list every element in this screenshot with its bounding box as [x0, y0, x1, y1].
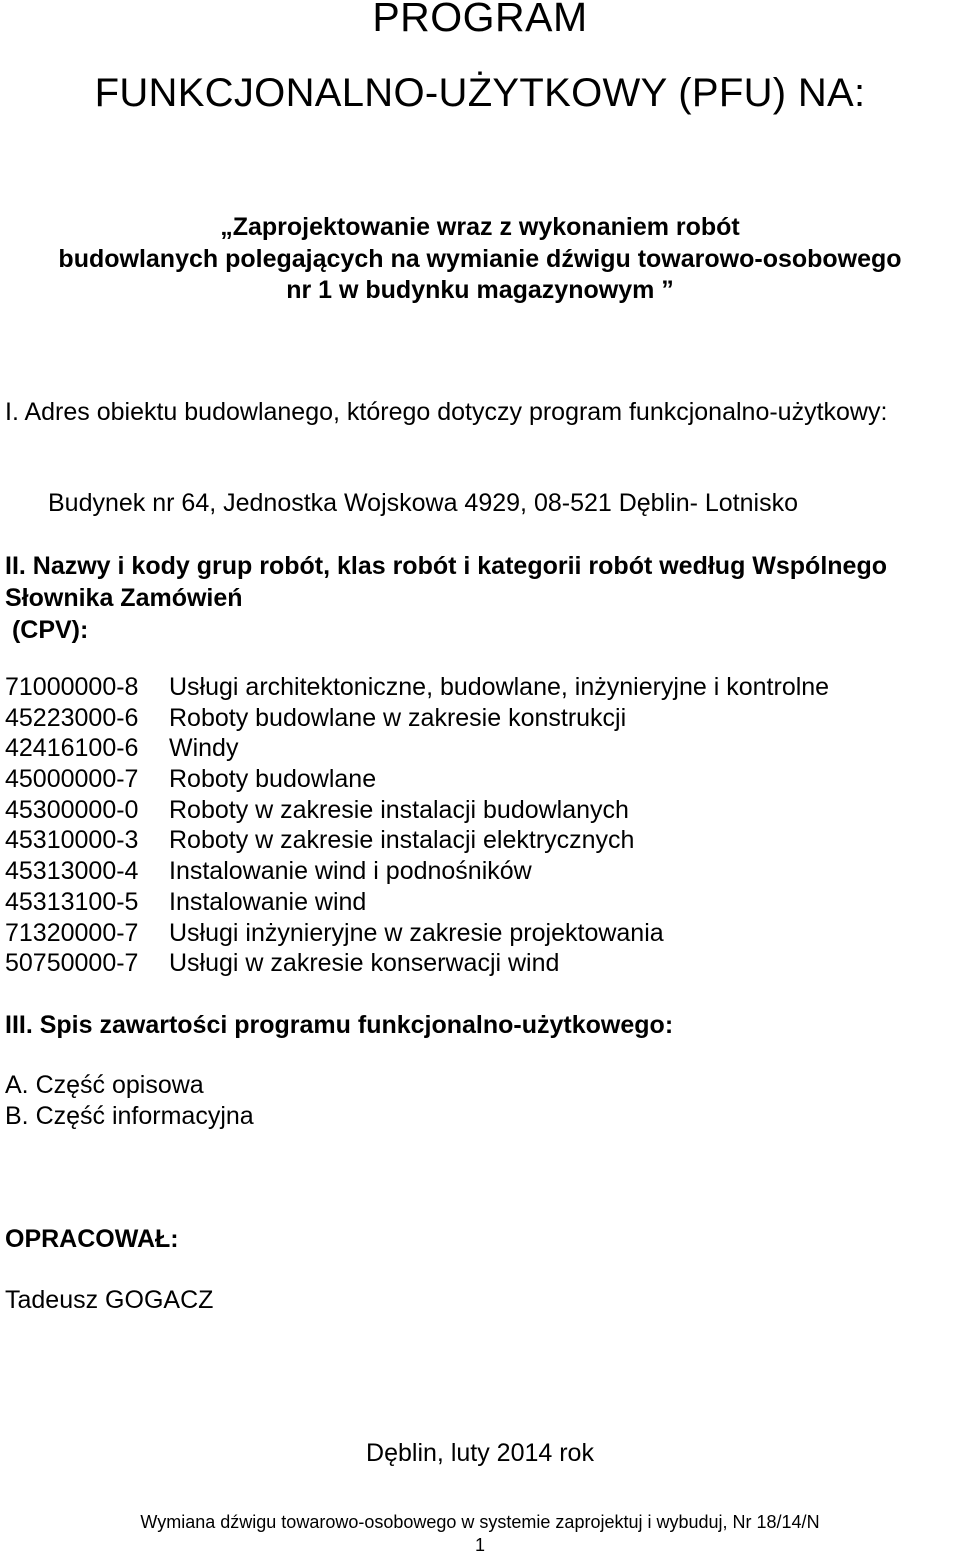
cpv-row	[5, 826, 829, 857]
cpv-name: Roboty budowlane	[169, 765, 377, 794]
section3-heading: III. Spis zawartości programu funkcjonalno-użytkowego:	[5, 1011, 674, 1039]
subject-line1: „Zaprojektowanie wraz z wykonaniem robót	[220, 213, 740, 241]
cpv-code: 45223000-6	[5, 703, 139, 732]
subject-line3: nr 1 w budynku magazynowym ”	[286, 276, 674, 304]
cpv-row	[5, 765, 829, 796]
cpv-row	[5, 734, 829, 765]
cpv-row	[5, 857, 829, 888]
subject-line2: budowlanych polegających na wymianie dźwigu towarowo-osobowego	[58, 245, 902, 273]
cpv-name: Roboty w zakresie instalacji budowlanych	[169, 795, 629, 824]
cpv-code: 45313100-5	[5, 887, 139, 916]
cpv-row	[5, 949, 829, 980]
cpv-list	[5, 673, 829, 980]
cpv-row	[5, 888, 829, 919]
page-number: 1	[474, 1535, 485, 1555]
cpv-name: Roboty budowlane w zakresie konstrukcji	[169, 703, 627, 732]
document-title-line2: FUNKCJONALNO-UŻYTKOWY (PFU) NA:	[94, 71, 866, 115]
cpv-code: 42416100-6	[5, 734, 139, 763]
cpv-row	[5, 673, 829, 704]
cpv-name: Roboty w zakresie instalacji elektrycznych	[169, 826, 635, 855]
cpv-name: Windy	[169, 734, 239, 763]
prepared-by-label: OPRACOWAŁ:	[5, 1225, 179, 1253]
cpv-name: Instalowanie wind i podnośników	[169, 857, 532, 886]
cpv-code: 45310000-3	[5, 826, 139, 855]
cpv-code: 71000000-8	[5, 673, 139, 701]
toc-item-descriptive: A. Część opisowa	[5, 1071, 204, 1099]
cpv-name: Usługi architektoniczne, budowlane, inżynieryjne i kontrolne	[169, 673, 830, 701]
cpv-name: Usługi inżynieryjne w zakresie projektowania	[169, 918, 664, 947]
prepared-by-name: Tadeusz GOGACZ	[5, 1286, 214, 1314]
page-footer: Wymiana dźwigu towarowo-osobowego w systemie zaprojektuj i wybuduj, Nr 18/14/N	[140, 1512, 820, 1532]
cpv-code: 50750000-7	[5, 949, 139, 978]
cpv-code: 71320000-7	[5, 918, 139, 947]
section2-heading-tail: (CPV):	[5, 616, 89, 644]
place-and-date: Dęblin, luty 2014 rok	[366, 1439, 594, 1467]
cpv-row	[5, 796, 829, 827]
section1-heading: I. Adres obiektu budowlanego, którego dotyczy program funkcjonalno-użytkowy:	[5, 398, 888, 426]
section2-heading	[5, 550, 955, 646]
building-address: Budynek nr 64, Jednostka Wojskowa 4929, 08-521 Dęblin- Lotnisko	[48, 489, 798, 517]
cpv-code: 45000000-7	[5, 765, 139, 794]
cpv-code: 45313000-4	[5, 857, 139, 886]
cpv-code: 45300000-0	[5, 795, 139, 824]
toc-item-informative: B. Część informacyjna	[5, 1102, 254, 1130]
section2-heading-text: II. Nazwy i kody grup robót, klas robót i kategorii robót według Wspólnego Słownika Zamówień	[5, 552, 887, 612]
cpv-name: Usługi w zakresie konserwacji wind	[169, 949, 560, 978]
document-title-line1: PROGRAM	[372, 0, 588, 40]
cpv-row	[5, 704, 829, 735]
cpv-row	[5, 919, 829, 950]
cpv-name: Instalowanie wind	[169, 887, 367, 916]
